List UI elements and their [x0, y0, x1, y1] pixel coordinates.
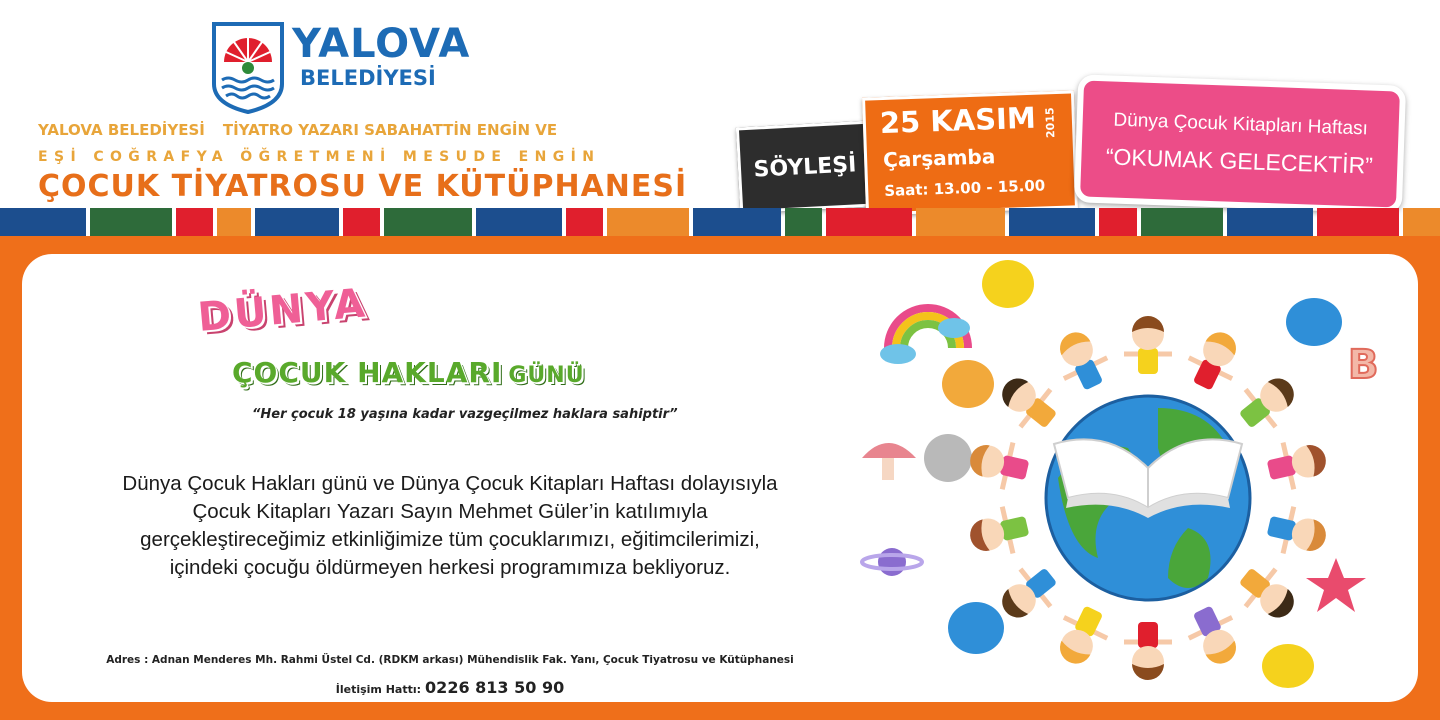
title-children-rights	[232, 356, 585, 389]
stripe-segment	[1009, 208, 1095, 236]
child-figure	[1264, 434, 1331, 494]
title-children-rights-main: ÇOCUK HAKLARI	[232, 356, 503, 389]
child-figure	[1047, 599, 1115, 672]
stripe-segment	[1099, 208, 1136, 236]
child-figure	[1124, 622, 1172, 680]
stripe-segment	[90, 208, 172, 236]
child-figure	[991, 366, 1066, 440]
contact-phone: 0226 813 50 90	[425, 678, 565, 697]
stripe-segment	[0, 208, 86, 236]
title-day: GÜNÜ	[508, 363, 585, 388]
talk-tag: SÖYLEŞİ	[736, 121, 874, 214]
letter-b-icon: B	[1348, 342, 1379, 388]
logo-title: YALOVA	[292, 21, 471, 67]
date-tag	[862, 90, 1078, 215]
stripe-segment	[607, 208, 689, 236]
event-date: 25 KASIM	[879, 100, 1037, 141]
child-figure	[1264, 502, 1331, 562]
child-figure	[965, 502, 1032, 562]
child-figure	[1047, 324, 1115, 397]
child-figure	[1180, 599, 1248, 672]
stripe-segment	[916, 208, 1006, 236]
invitation-line: Dünya Çocuk Hakları günü ve Dünya Çocuk Kitapları Haftası dolayısıyla	[122, 472, 778, 495]
child-figure	[965, 434, 1032, 494]
quote: “Her çocuk 18 yaşına kadar vazgeçilmez haklara sahiptir”	[252, 407, 678, 422]
planet-icon	[862, 548, 922, 576]
invitation-line: Çocuk Kitapları Yazarı Sayın Mehmet Güler’in katılımıyla	[192, 500, 708, 523]
stripe-segment	[785, 208, 822, 236]
stripe-segment	[693, 208, 781, 236]
stripe-segment	[255, 208, 339, 236]
mushroom-icon	[862, 443, 916, 480]
invitation-line: gerçekleştireceğimiz etkinliğimize tüm çocuklarımızı, eğitimcilerimizi,	[140, 528, 760, 551]
title-dunya: DÜNYA	[195, 280, 370, 341]
stripe-segment	[217, 208, 251, 236]
invitation-line: içindeki çocuğu öldürmeyen herkesi programımıza bekliyoruz.	[169, 556, 731, 579]
event-year: 2015	[1043, 107, 1058, 139]
stripe-segment	[476, 208, 562, 236]
invitation-text	[40, 470, 860, 582]
event-day: Çarşamba	[882, 144, 996, 173]
contact-label: İletişim Hattı:	[335, 683, 422, 696]
decorative-stripe-bar	[0, 208, 1440, 236]
child-figure	[1230, 366, 1305, 440]
star-icon	[1306, 558, 1366, 612]
header-line-3: ÇOCUK TİYATROSU VE KÜTÜPHANESİ	[38, 169, 688, 204]
child-figure	[1124, 316, 1172, 374]
book-week-title: Dünya Çocuk Kitapları Haftası	[1113, 109, 1369, 140]
book-week-slogan: “OKUMAK GELECEKTİR”	[1105, 143, 1374, 179]
rainbow-icon	[880, 308, 970, 364]
yalova-municipality-logo-icon	[212, 22, 284, 114]
header-line-2: EŞİ COĞRAFYA ÖĞRETMENİ MESUDE ENGİN	[38, 149, 601, 165]
stripe-segment	[1141, 208, 1223, 236]
header-line-1b: TİYATRO YAZARI SABAHATTİN ENGİN VE	[222, 121, 558, 139]
stripe-segment	[343, 208, 380, 236]
address: Adres : Adnan Menderes Mh. Rahmi Üstel Cd. (RDKM arkası) Mühendislik Fak. Yanı, Çocuk Tiyatrosu ve Kütüphanesi	[106, 654, 794, 666]
stripe-segment	[1317, 208, 1399, 236]
stripe-segment	[176, 208, 213, 236]
logo-subtitle: BELEDİYESİ	[300, 66, 436, 90]
stripe-segment	[566, 208, 603, 236]
stripe-segment	[826, 208, 912, 236]
book-week-tag	[1074, 74, 1406, 213]
children-around-globe-icon	[858, 258, 1398, 698]
stripe-segment	[1227, 208, 1313, 236]
child-figure	[1230, 557, 1305, 631]
stripe-segment	[1403, 208, 1440, 236]
contact-line	[40, 678, 860, 697]
stripe-segment	[384, 208, 472, 236]
event-time: Saat: 13.00 - 15.00	[883, 176, 1046, 201]
header-line-1a: YALOVA BELEDİYESİ	[38, 121, 205, 139]
header-line-1	[38, 123, 557, 138]
child-figure	[1180, 324, 1248, 397]
